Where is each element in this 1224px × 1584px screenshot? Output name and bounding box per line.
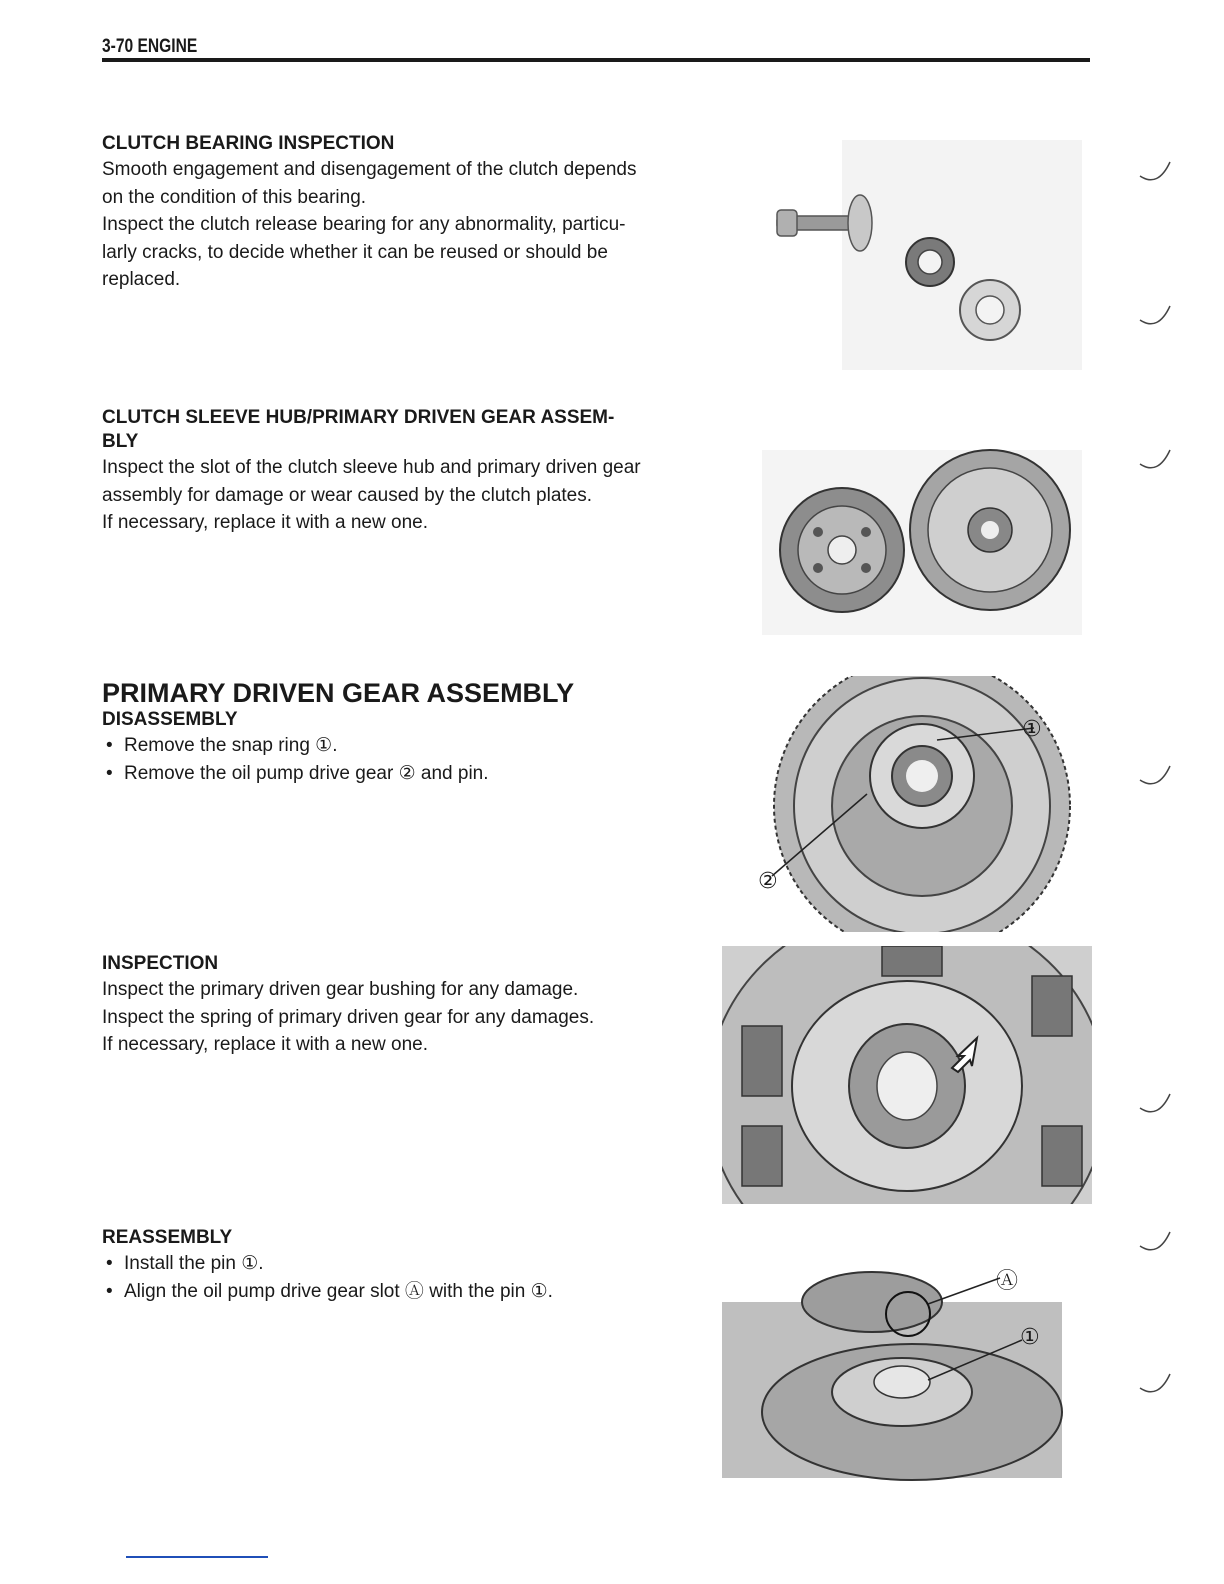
- bullet-mark: •: [106, 762, 113, 784]
- callout-2-label: ②: [758, 868, 778, 893]
- clutch-bearing-line-1: Smooth engagement and disengagement of the clutch depends: [102, 159, 637, 180]
- clutch-bearing-heading: CLUTCH BEARING INSPECTION: [102, 133, 395, 154]
- callout-1-label: ①: [1022, 716, 1042, 741]
- primary-driven-section: [102, 678, 702, 787]
- reassembly-step-1: [102, 1250, 702, 1278]
- inspection-section: [102, 952, 702, 1059]
- disassembly-photo: [722, 676, 1092, 932]
- reassembly-section: [102, 1226, 702, 1305]
- sleeve-hub-heading-1: CLUTCH SLEEVE HUB/PRIMARY DRIVEN GEAR ASSEM-: [102, 407, 615, 428]
- callout-A-label: Ⓐ: [996, 1268, 1019, 1293]
- margin-mark: [1138, 444, 1174, 478]
- inspection-line-2: Inspect the spring of primary driven gear for any damages.: [102, 1006, 595, 1028]
- disassembly-step-1-text: Remove the snap ring ①.: [124, 735, 338, 756]
- clutch-bearing-line-3: Inspect the clutch release bearing for any abnormality, particu-: [102, 214, 626, 235]
- callout-1-label-reassembly: ①: [1020, 1324, 1040, 1349]
- disassembly-step-2: [102, 760, 702, 788]
- reassembly-step-2: [102, 1278, 702, 1306]
- reassembly-step-1-text: Install the pin ①.: [124, 1253, 264, 1274]
- margin-mark: [1138, 1226, 1174, 1260]
- margin-mark: [1138, 760, 1174, 794]
- disassembly-step-1: [102, 732, 702, 760]
- bullet-mark: •: [106, 1280, 113, 1302]
- footer-rule: [126, 1556, 268, 1558]
- margin-mark: [1138, 156, 1174, 190]
- primary-driven-title: PRIMARY DRIVEN GEAR ASSEMBLY: [102, 678, 575, 708]
- margin-mark: [1138, 1088, 1174, 1122]
- sleeve-hub-line-2: assembly for damage or wear caused by the clutch plates.: [102, 484, 593, 506]
- clutch-bearing-line-4: larly cracks, to decide whether it can be reused or should be: [102, 241, 608, 263]
- clutch-bearing-section: [102, 132, 702, 294]
- reassembly-photo: [722, 1252, 1092, 1482]
- inspection-line-1: Inspect the primary driven gear bushing for any damage.: [102, 979, 579, 1000]
- inspection-line-3: If necessary, replace it with a new one.: [102, 1034, 428, 1055]
- inspection-photo: [722, 946, 1092, 1204]
- sleeve-hub-heading-2: BLY: [102, 431, 139, 452]
- margin-mark: [1138, 300, 1174, 334]
- sleeve-hub-section: [102, 406, 702, 537]
- reassembly-heading: REASSEMBLY: [102, 1227, 233, 1248]
- margin-mark: [1138, 1368, 1174, 1402]
- disassembly-step-2-text: Remove the oil pump drive gear ② and pin.: [124, 762, 489, 784]
- inspection-heading: INSPECTION: [102, 953, 219, 974]
- clutch-bearing-line-2: on the condition of this bearing.: [102, 186, 367, 208]
- bullet-mark: •: [106, 1253, 113, 1274]
- bullet-mark: •: [106, 735, 113, 756]
- header-rule: [102, 58, 1090, 62]
- sleeve-hub-line-3: If necessary, replace it with a new one.: [102, 512, 428, 533]
- sleeve-hub-line-1: Inspect the slot of the clutch sleeve hub and primary driven gear: [102, 457, 641, 478]
- page-header-text: 3-70 ENGINE: [102, 36, 198, 57]
- page-header: [102, 34, 1090, 64]
- clutch-bearing-line-5: replaced.: [102, 269, 181, 290]
- clutch-bearing-photo: [722, 130, 1092, 380]
- disassembly-heading: DISASSEMBLY: [102, 709, 238, 730]
- sleeve-hub-photo: [722, 430, 1092, 640]
- reassembly-step-2-text: Align the oil pump drive gear slot Ⓐ with the pin ①.: [124, 1280, 553, 1302]
